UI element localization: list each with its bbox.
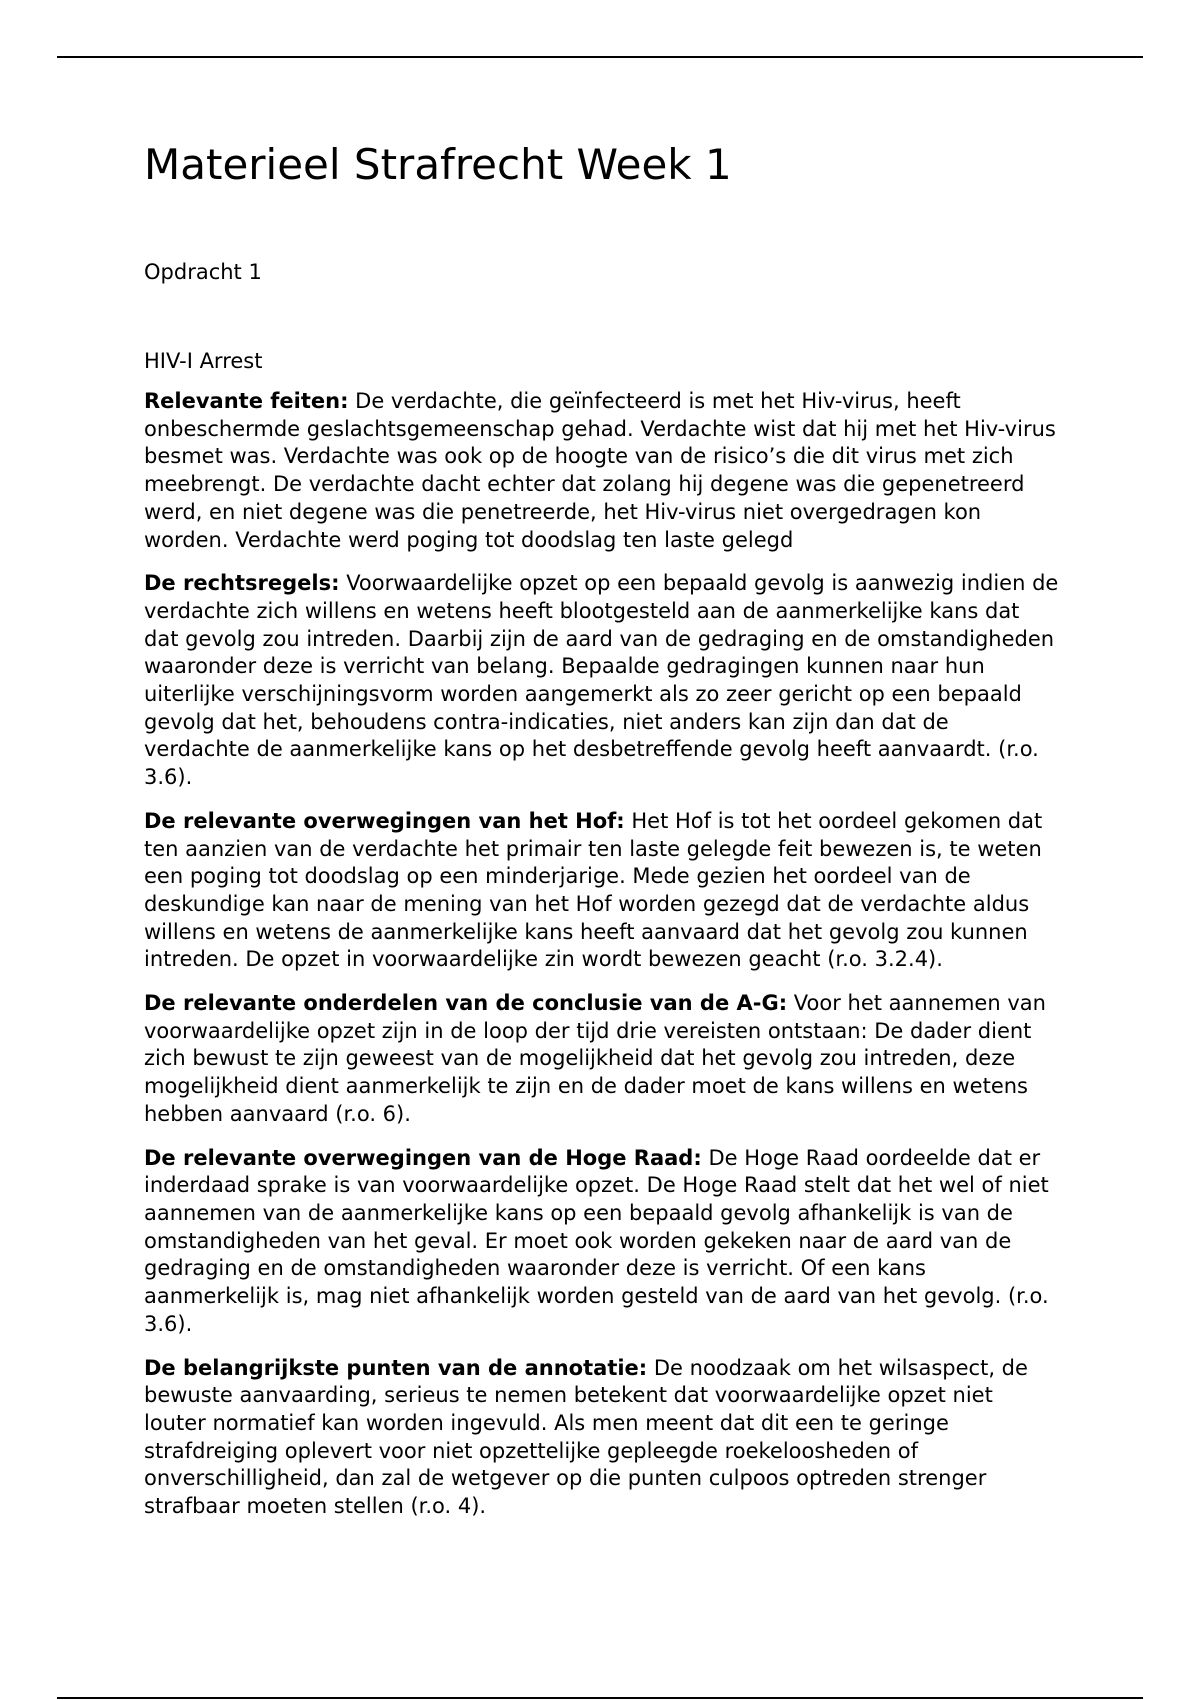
section-court-considerations <box>144 808 1059 974</box>
section-text: Voorwaardelijke opzet op een bepaald gevolg is aanwezig indien de verdachte zich willens en wetens heeft blootgesteld aan de aanmerkelijke kans dat dat gevolg zou intreden. Daarbij zijn de aard van de gedraging en de omstandigheden waaronder deze is verricht van belang. Bepaalde gedragingen kunnen naar hun uiterlijke verschijningsvorm worden aangemerkt als zo zeer gericht op een bepaald gevolg dat het, behoudens contra-indicaties, niet anders kan zijn dan dat de verdachte de aanmerkelijke kans op het desbetreffende gevolg heeft aanvaardt. (r.o. 3.6). <box>144 571 1059 790</box>
page-content <box>144 140 1059 1519</box>
assignment-label: Opdracht 1 <box>144 260 262 284</box>
section-heading: De relevante overwegingen van de Hoge Raad: <box>144 1145 702 1170</box>
top-rule <box>57 56 1143 58</box>
section-heading: Relevante feiten: <box>144 389 349 413</box>
case-name: HIV-I Arrest <box>144 349 263 373</box>
section-text: De Hoge Raad oordeelde dat er inderdaad sprake is van voorwaardelijke opzet. De Hoge Raad stelt dat het wel of niet aannemen van de aanmerkelijke kans op een bepaald gevolg afhankelijk is van de omstandigheden van het geval. Er moet ook worden gekeken naar de aard van de gedraging en de omstandigheden waaronder deze is verricht. Of een kans aanmerkelijk is, mag niet afhankelijk worden gesteld van de aard van het gevolg. (r.o. 3.6). <box>144 1145 1049 1336</box>
section-text: De verdachte, die geïnfecteerd is met het Hiv-virus, heeft onbeschermde geslachtsgemeenschap gehad. Verdachte wist dat hij met het Hiv-virus besmet was. Verdachte was ook op de hoogte van de risico’s die dit virus met zich meebrengt. De verdachte dacht echter dat zolang hij degene was die gepenetreerd werd, en niet degene was die penetreerde, het Hiv-virus niet overgedragen kon worden. Verdachte werd poging tot doodslag ten laste gelegd <box>144 389 1056 552</box>
section-supreme-court <box>144 1145 1059 1339</box>
section-annotation <box>144 1355 1059 1521</box>
section-heading: De relevante overwegingen van het Hof: <box>144 808 625 833</box>
section-text: Voor het aannemen van voorwaardelijke opzet zijn in de loop der tijd drie vereisten ontstaan: De dader dient zich bewust te zijn geweest van de mogelijkheid dat het gevolg zou intreden, deze mogelijkheid dient aanmerkelijk te zijn en de dader moet de kans willens en wetens hebben aanvaard (r.o. 6). <box>144 991 1046 1126</box>
section-legal-rules <box>144 570 1059 792</box>
section-text: De noodzaak om het wilsaspect, de bewuste aanvaarding, serieus te nemen betekent dat voorwaardelijke opzet niet louter normatief kan worden ingevuld. Als men meent dat dit een te geringe strafdreiging oplevert voor niet opzettelijke gepleegde roekeloosheden of onverschilligheid, dan zal de wetgever op die punten culpoos optreden strenger strafbaar moeten stellen (r.o. 4). <box>144 1355 1028 1519</box>
section-heading: De relevante onderdelen van de conclusie van de A-G: <box>144 991 788 1016</box>
bottom-rule <box>57 1697 1143 1699</box>
section-heading: De belangrijkste punten van de annotatie: <box>144 1355 648 1380</box>
section-heading: De rechtsregels: <box>144 571 340 596</box>
sections <box>144 388 1059 1537</box>
section-relevant-facts <box>144 388 1059 554</box>
section-text: Het Hof is tot het oordeel gekomen dat ten aanzien van de verdachte het primair ten laste gelegde feit bewezen is, te weten een poging tot doodslag op een minderjarige. Mede gezien het oordeel van de deskundige kan naar de mening van het Hof worden gezegd dat de verdachte aldus willens en wetens de aanmerkelijke kans heeft aanvaard dat het gevolg zou kunnen intreden. De opzet in voorwaardelijke zin wordt bewezen geacht (r.o. 3.2.4). <box>144 808 1043 972</box>
section-ag-conclusion <box>144 990 1059 1129</box>
document-title: Materieel Strafrecht Week 1 <box>144 140 732 189</box>
